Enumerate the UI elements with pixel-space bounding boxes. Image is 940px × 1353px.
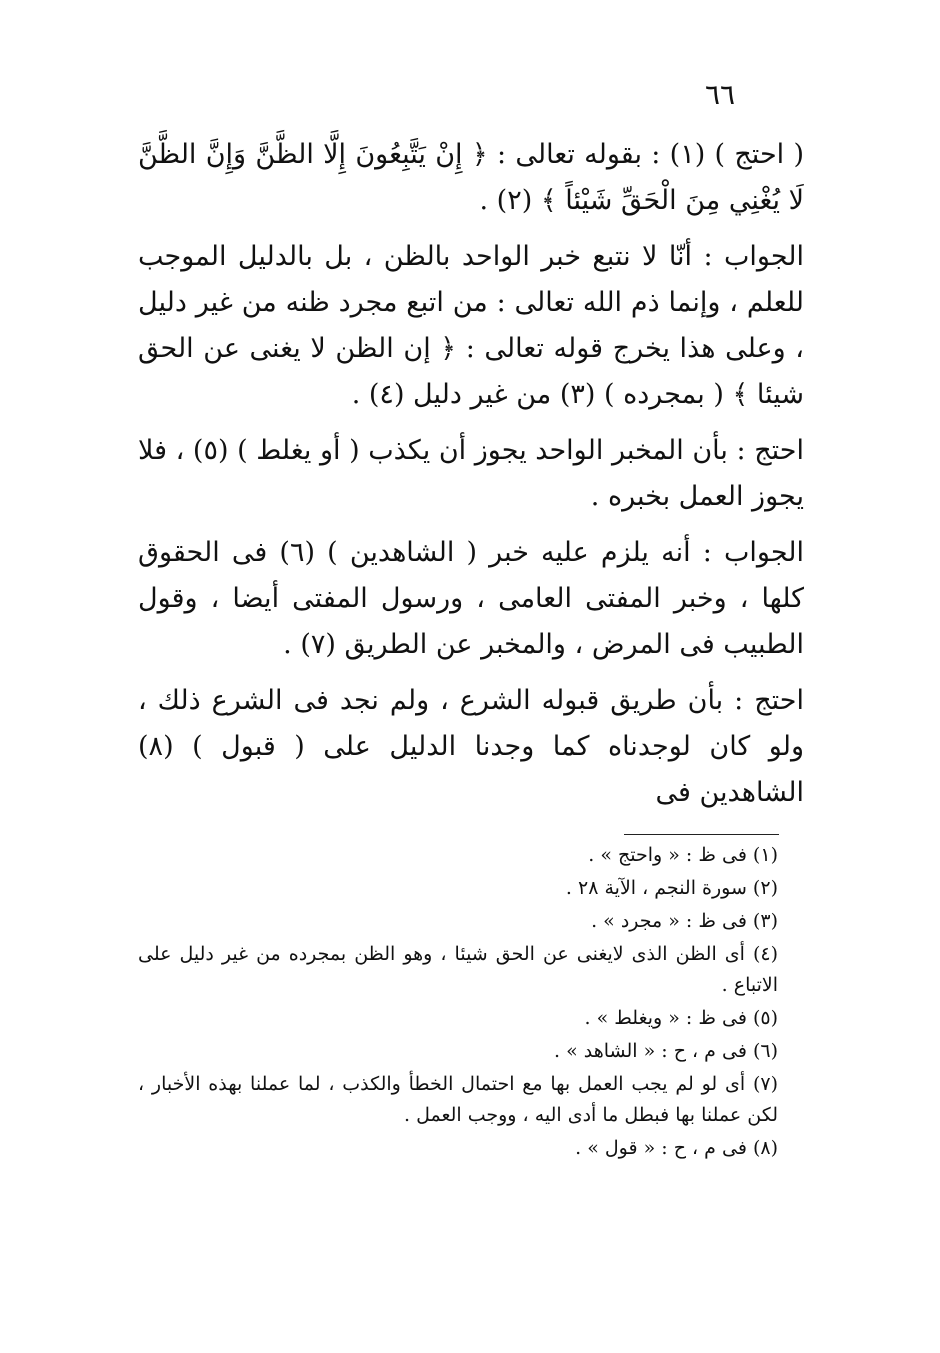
footnote-5: (٥) فى ظ : « ويغلط » . xyxy=(584,1007,778,1029)
footnote-6: (٦) فى م ، ح : « الشاهد » . xyxy=(554,1040,778,1062)
paragraph-argument-1: ( احتج ) (١) : بقوله تعالى : ﴿ إِنْ يَتَّبِعُونَ إِلَّا الظَّنَّ وَإِنَّ الظَّنَّ لَا يُغْنِي مِنَ الْحَقِّ شَيْئاً ﴾ (٢) . xyxy=(138,139,804,216)
footnote-2: (٢) سورة النجم ، الآية ٢٨ . xyxy=(565,877,778,899)
paragraph-argument-2: احتج : بأن المخبر الواحد يجوز أن يكذب ( أو يغلط ) (٥) ، فلا يجوز العمل بخبره . xyxy=(138,435,804,512)
footnote-7: (٧) أى لو لم يجب العمل بها مع احتمال الخطأ والكذب ، لما عملنا بهذه الأخبار ، لكن عملنا بها فبطل ما أدى اليه ، ووجب العمل . xyxy=(138,1073,778,1126)
footnote-4: (٤) أى الظن الذى لايغنى عن الحق شيئا ، وهو الظن بمجرده من غير دليل على الاتباع . xyxy=(138,943,778,996)
paragraph-answer-2: الجواب : أنه يلزم عليه خبر ( الشاهدين ) (٦) فى الحقوق كلها ، وخبر المفتى العامى ، ورسول المفتى أيضا ، وقول الطبيب فى المرض ، والمخبر عن الطريق (٧) . xyxy=(138,537,804,660)
footnote-1: (١) فى ظ : « واحتج » . xyxy=(588,844,778,866)
footnotes xyxy=(138,840,778,1166)
footnote-8: (٨) فى م ، ح : « قول » . xyxy=(575,1137,778,1159)
paragraph-answer-1: الجواب : أنّا لا نتبع خبر الواحد بالظن ، بل بالدليل الموجب للعلم ، وإنما ذم الله تعالى : من اتبع مجرد ظنه من غير دليل ، وعلى هذا يخرج قوله تعالى : ﴿ إن الظن لا يغنى عن الحق شيئا ﴾ ( بمجرده ) (٣) من غير دليل (٤) . xyxy=(138,241,804,410)
paragraph-argument-3: احتج : بأن طريق قبوله الشرع ، ولم نجد فى الشرع ذلك ، ولو كان لوجدناه كما وجدنا الدليل على ( قبول ) (٨) الشاهدين فى xyxy=(138,685,804,808)
main-text xyxy=(138,132,804,826)
footnote-divider xyxy=(624,834,779,835)
footnote-3: (٣) فى ظ : « مجرد » . xyxy=(591,910,778,932)
page-number: ٦٦ xyxy=(704,78,736,111)
